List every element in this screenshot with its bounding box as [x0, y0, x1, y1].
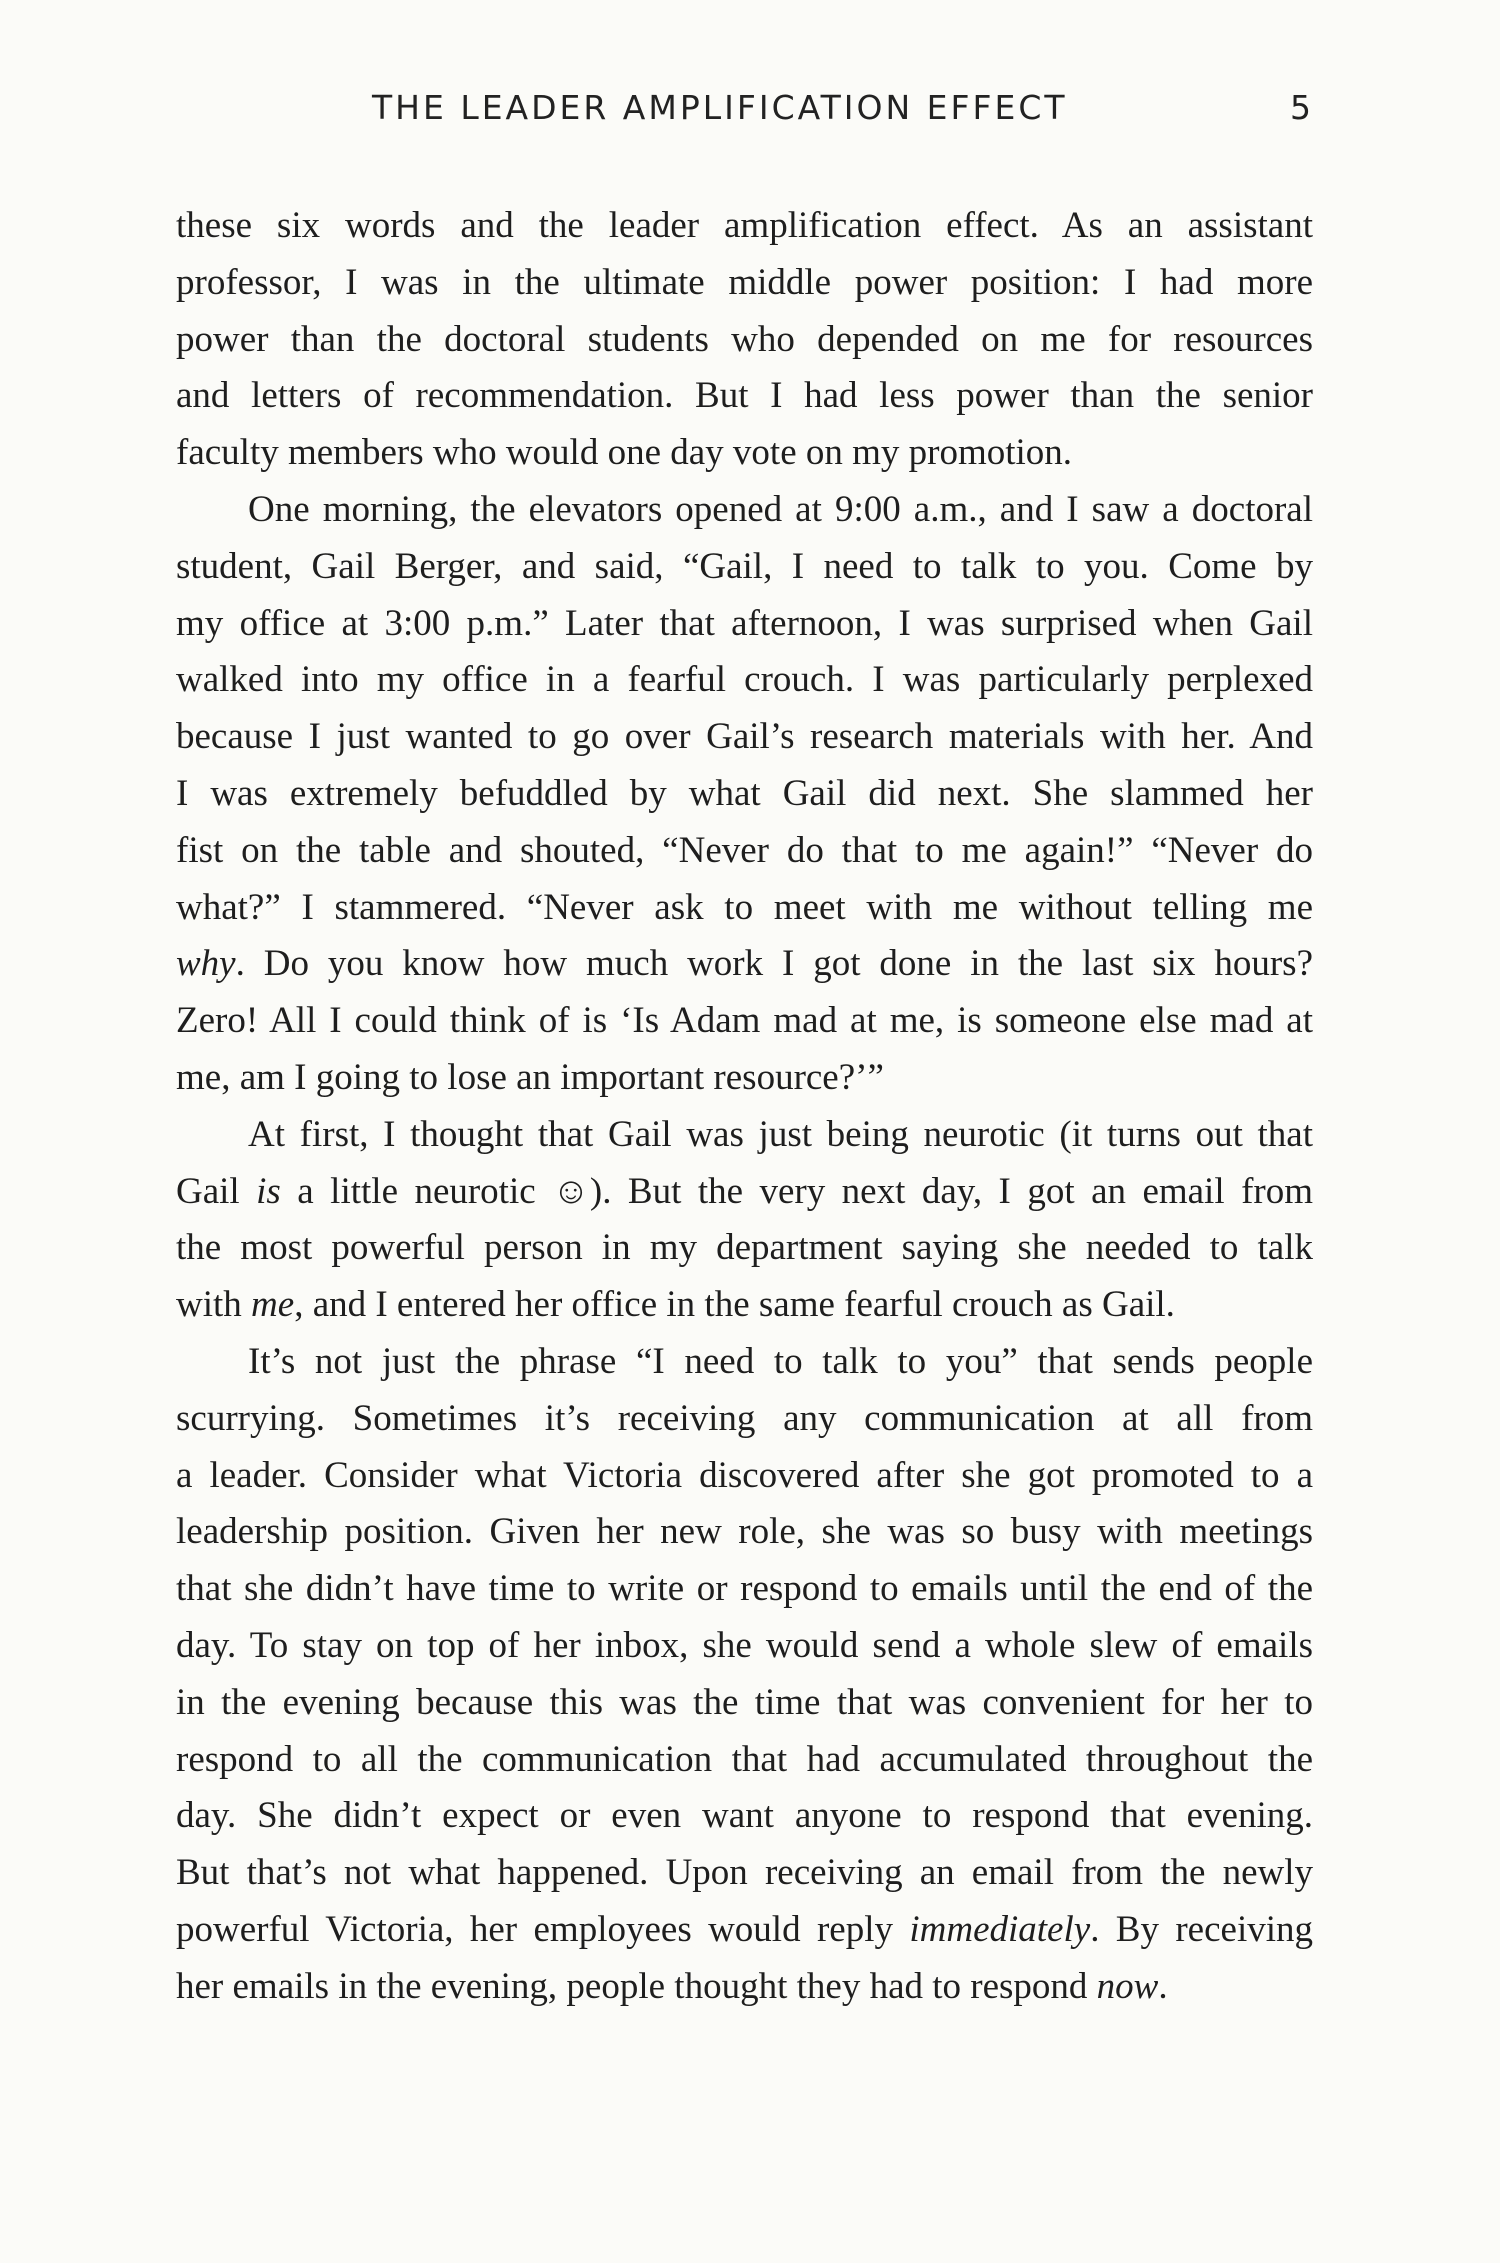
- text-segment: these six words and the leader amplification effect. As an assistant: [176, 205, 1313, 246]
- italic-text: me: [251, 1284, 295, 1326]
- text-segment: power than the doctoral students who depended on me for resources: [176, 318, 1313, 360]
- text-segment: One morning, the elevators opened at 9:00 a.m., and I saw a doctoral: [248, 488, 1313, 530]
- text-line: [176, 1959, 1313, 2016]
- text-line: [176, 766, 1313, 823]
- text-segment: my office at 3:00 p.m.” Later that afternoon, I was surprised when Gail: [176, 602, 1313, 644]
- text-line: [176, 1561, 1313, 1618]
- text-segment: that she didn’t have time to write or respond to emails until the end of the: [176, 1568, 1313, 1610]
- text-segment: student, Gail Berger, and said, “Gail, I need to talk to you. Come by: [176, 545, 1313, 587]
- text-segment: with: [176, 1284, 252, 1326]
- italic-text: is: [256, 1170, 281, 1212]
- text-segment: a leader. Consider what Victoria discovered after she got promoted to a: [176, 1454, 1313, 1496]
- text-segment: because I just wanted to go over Gail’s research materials with her. And: [176, 716, 1313, 758]
- text-segment: Zero! All I could think of is ‘Is Adam mad at me, is someone else mad at: [176, 1000, 1313, 1042]
- italic-text: why: [176, 943, 236, 985]
- text-line: [176, 1107, 1313, 1164]
- page-number: 5: [1290, 88, 1311, 127]
- text-line: [176, 1277, 1313, 1334]
- text-segment: leadership position. Given her new role, she was so busy with meetings: [176, 1511, 1313, 1553]
- text-line: [176, 1050, 1313, 1107]
- paragraph: [176, 198, 1313, 482]
- text-line: [176, 1504, 1313, 1561]
- text-segment: powerful Victoria, her employees would reply: [176, 1908, 910, 1950]
- text-segment: Gail: [176, 1170, 257, 1212]
- paragraph: [176, 482, 1313, 1107]
- text-segment: It’s not just the phrase “I need to talk to you” that sends people: [248, 1340, 1313, 1382]
- text-line: [176, 652, 1313, 709]
- text-line: [176, 880, 1313, 937]
- italic-text: now: [1096, 1965, 1159, 2007]
- text-line: [176, 1845, 1313, 1902]
- text-line: [176, 255, 1313, 312]
- text-segment: in the evening because this was the time that was convenient for her to: [176, 1681, 1313, 1723]
- text-segment: me, am I going to lose an important resource?’”: [176, 1056, 884, 1098]
- text-segment: day. To stay on top of her inbox, she would send a whole slew of emails: [176, 1624, 1313, 1666]
- text-segment: a little neurotic ☺). But the very next day, I got an email from: [280, 1170, 1313, 1212]
- running-header: THE LEADER AMPLIFICATION EFFECT: [372, 88, 1068, 127]
- text-segment: respond to all the communication that had accumulated throughout the: [176, 1738, 1313, 1780]
- text-line: [176, 425, 1313, 482]
- text-segment: . Do you know how much work I got done in the last six hours?: [235, 943, 1313, 985]
- text-segment: I was extremely befuddled by what Gail did next. She slammed her: [176, 772, 1313, 814]
- text-line: [176, 1675, 1313, 1732]
- italic-text: immediately: [909, 1908, 1091, 1950]
- text-line: [176, 1902, 1313, 1959]
- text-segment: At first, I thought that Gail was just being neurotic (it turns out that: [248, 1113, 1313, 1155]
- text-line: [176, 1788, 1313, 1845]
- text-line: [176, 1164, 1313, 1221]
- paragraph: [176, 1107, 1313, 1334]
- text-segment: what?” I stammered. “Never ask to meet with me without telling me: [176, 886, 1313, 928]
- text-line: [176, 1334, 1313, 1391]
- text-segment: her emails in the evening, people thought they had to respond: [176, 1965, 1097, 2007]
- text-segment: and letters of recommendation. But I had less power than the senior: [176, 375, 1313, 417]
- text-line: [176, 312, 1313, 369]
- text-line: [176, 198, 1313, 255]
- text-line: [176, 1448, 1313, 1505]
- text-line: [176, 1220, 1313, 1277]
- text-line: [176, 1618, 1313, 1675]
- text-segment: fist on the table and shouted, “Never do that to me again!” “Never do: [176, 829, 1313, 871]
- text-line: [176, 482, 1313, 539]
- text-line: [176, 1732, 1313, 1789]
- text-line: [176, 823, 1313, 880]
- text-segment: But that’s not what happened. Upon receiving an email from the newly: [176, 1852, 1313, 1894]
- text-segment: faculty members who would one day vote on my promotion.: [176, 432, 1073, 474]
- text-line: [176, 709, 1313, 766]
- paragraph: [176, 1334, 1313, 2016]
- text-segment: walked into my office in a fearful crouch. I was particularly perplexed: [176, 659, 1313, 701]
- text-line: [176, 993, 1313, 1050]
- text-segment: . By receiving: [1090, 1908, 1313, 1950]
- text-line: [176, 539, 1313, 596]
- text-line: [176, 596, 1313, 653]
- text-segment: scurrying. Sometimes it’s receiving any communication at all from: [176, 1397, 1313, 1439]
- text-line: [176, 936, 1313, 993]
- text-segment: day. She didn’t expect or even want anyone to respond that evening.: [176, 1795, 1313, 1837]
- body-text: [176, 198, 1313, 2016]
- text-segment: the most powerful person in my department saying she needed to talk: [176, 1227, 1313, 1269]
- text-segment: .: [1158, 1965, 1168, 2007]
- text-segment: professor, I was in the ultimate middle power position: I had more: [176, 261, 1313, 303]
- text-segment: , and I entered her office in the same fearful crouch as Gail.: [294, 1284, 1175, 1326]
- text-line: [176, 1391, 1313, 1448]
- text-line: [176, 368, 1313, 425]
